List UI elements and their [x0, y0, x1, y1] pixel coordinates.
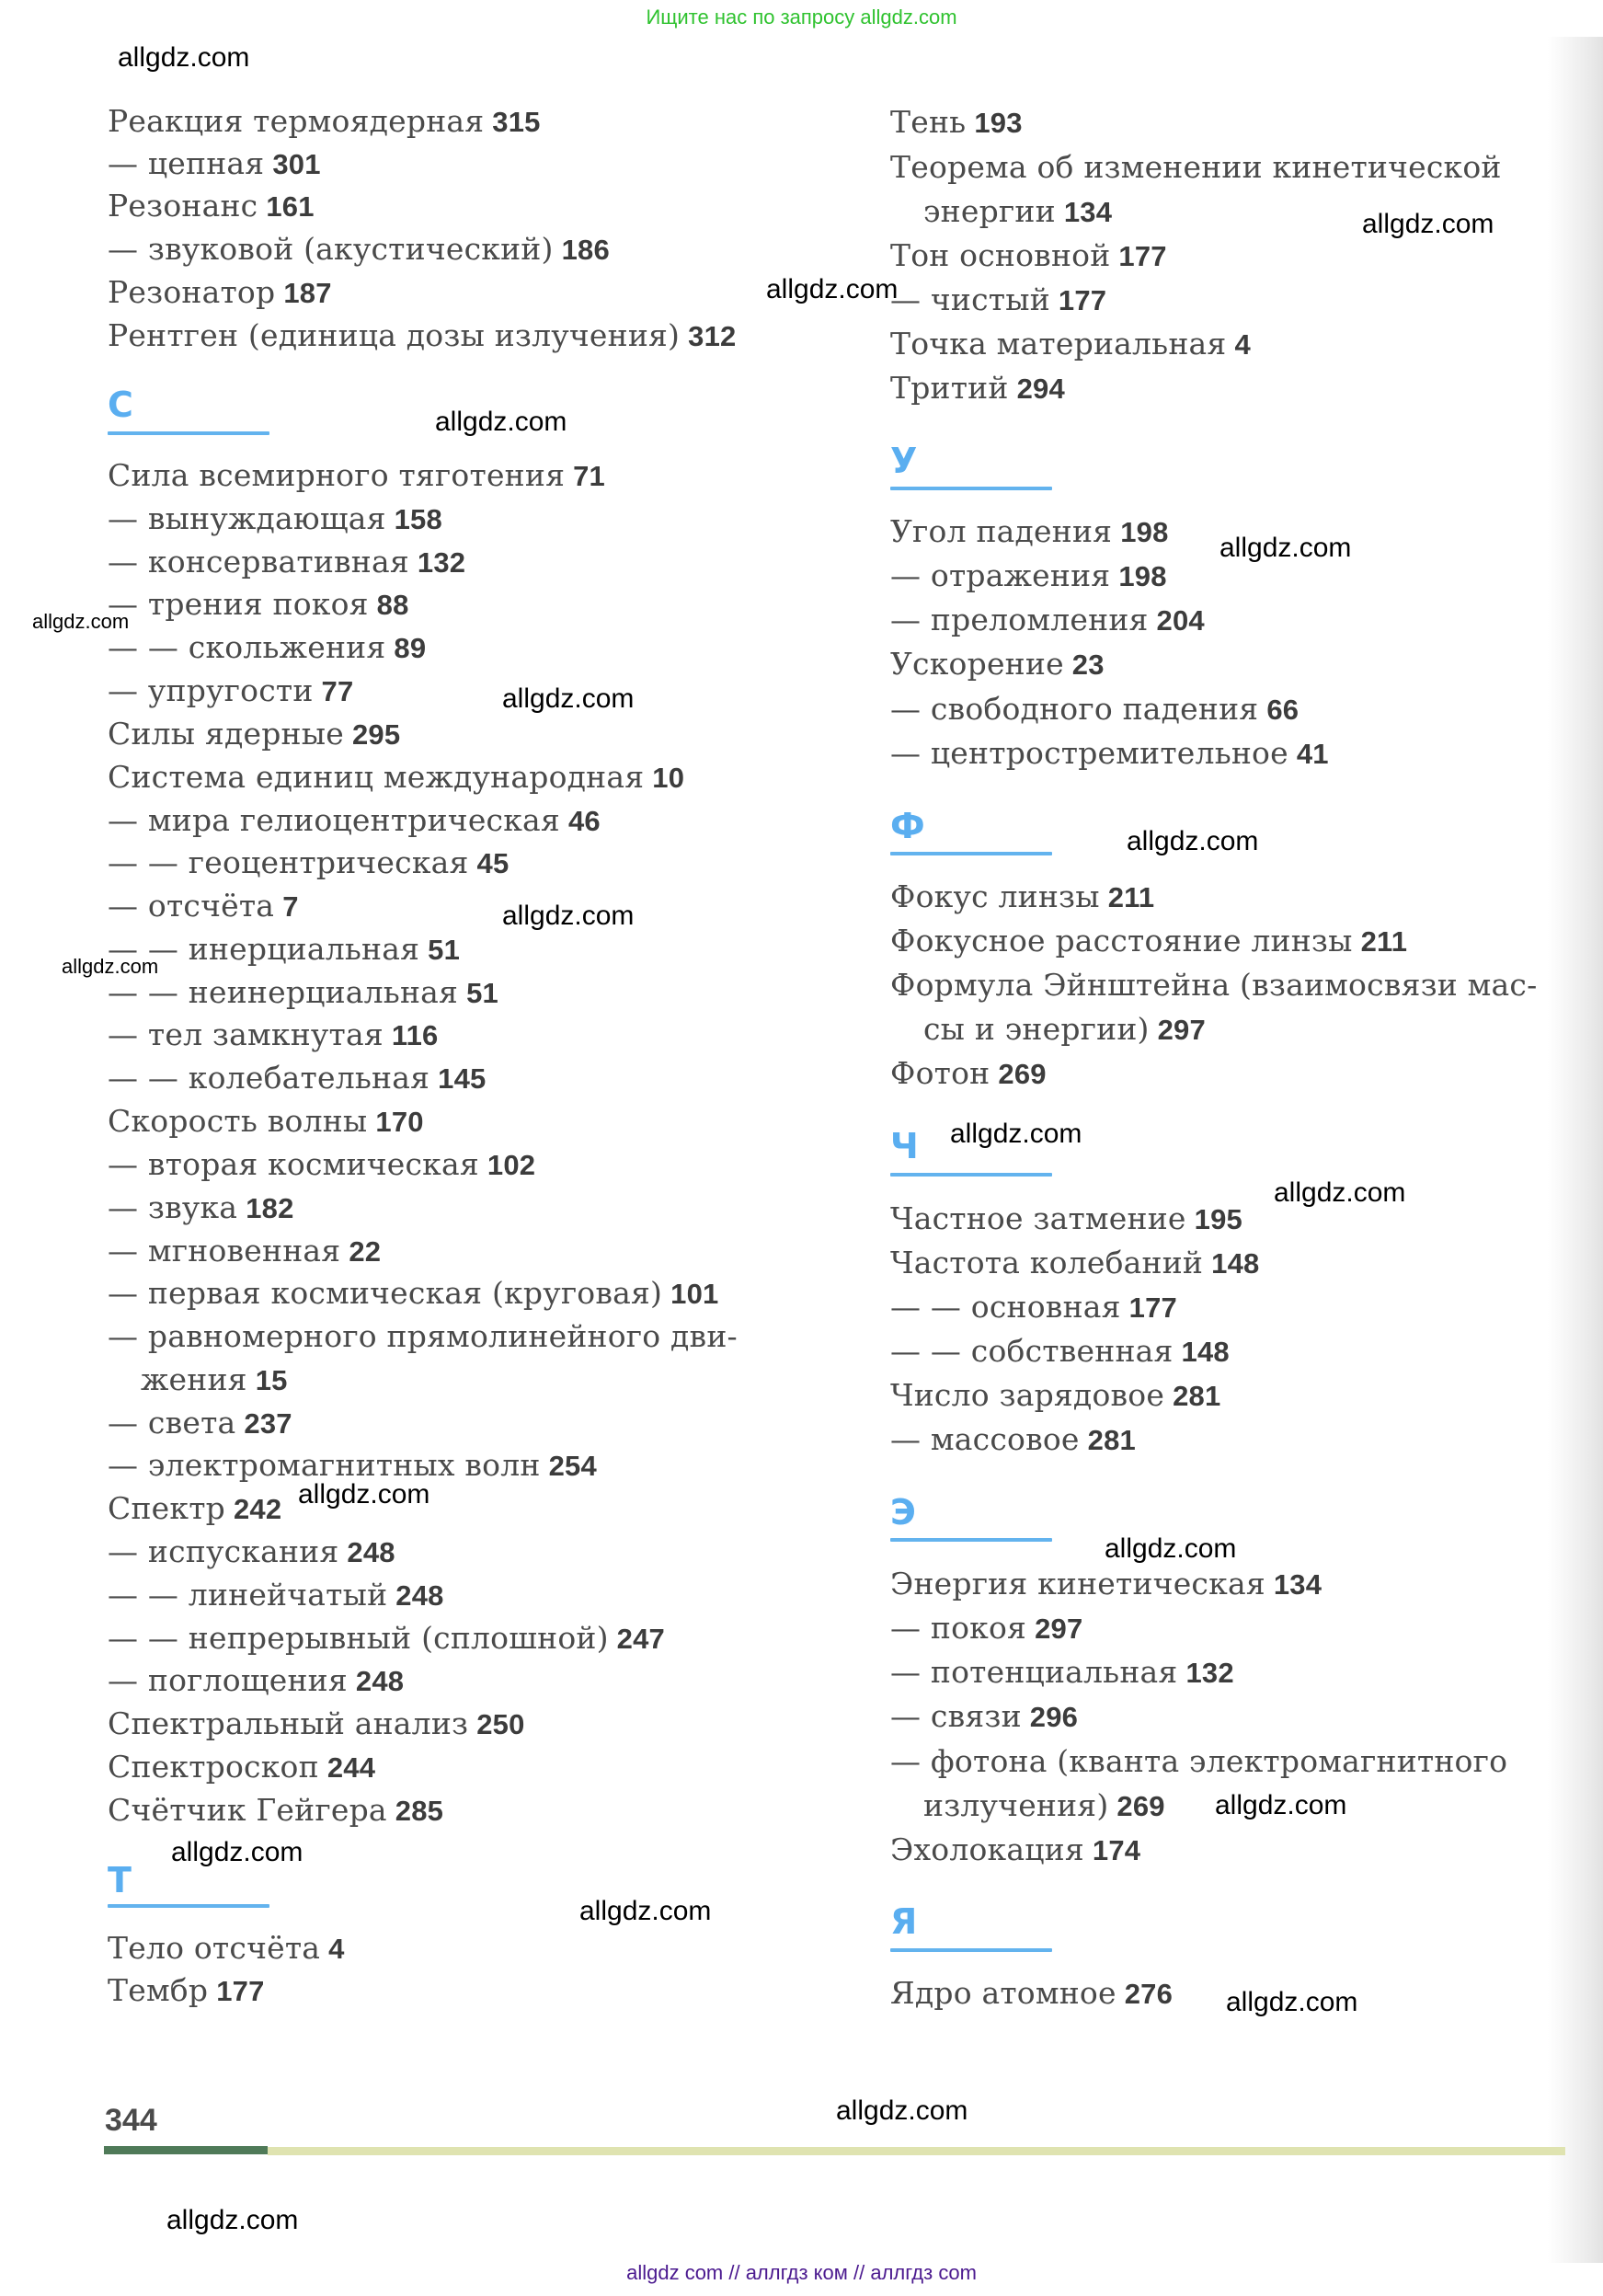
page-ref: 88: [376, 589, 409, 621]
entry-text: — свободного падения: [890, 691, 1259, 727]
index-entry: [890, 1566, 1322, 1603]
page-ref: 148: [1181, 1336, 1230, 1368]
entry-text: — — неинерциальная: [108, 974, 459, 1010]
entry-text: — консервативная: [108, 544, 409, 580]
watermark-text: allgdz.com: [32, 610, 130, 633]
section-letter-e: Э: [890, 1492, 916, 1533]
watermark-text: allgdz.com: [1219, 533, 1352, 563]
index-entry: [108, 1275, 718, 1313]
index-entry: [108, 759, 684, 797]
index-entry: [890, 602, 1205, 639]
index-entry: [108, 1189, 294, 1227]
section-rule: [108, 1904, 269, 1908]
watermark-text: allgdz.com: [1127, 826, 1259, 856]
index-entry: [890, 1333, 1230, 1371]
entry-text: — отражения: [890, 557, 1111, 593]
index-entry: [108, 457, 605, 495]
watermark-text: allgdz.com: [435, 407, 567, 437]
page-ref: 116: [391, 1019, 439, 1051]
index-entry: [108, 544, 465, 581]
page-ref: 187: [283, 277, 332, 309]
index-entry: [890, 1289, 1177, 1326]
index-entry-continuation: [923, 193, 1112, 231]
index-entry-continuation: [141, 1361, 288, 1399]
page-ref: 148: [1211, 1247, 1260, 1280]
index-entry: [890, 104, 1023, 142]
index-entry-continuation: [923, 1787, 1165, 1825]
index-entry: [890, 1743, 1507, 1780]
entry-text: — — собственная: [890, 1333, 1174, 1369]
entry-text: — электромагнитных волн: [108, 1447, 541, 1483]
page-ref: 269: [1116, 1790, 1165, 1822]
page-ref: 46: [567, 805, 601, 837]
entry-text: — — инерциальная: [108, 931, 420, 967]
index-entry: [108, 1490, 281, 1528]
page-ref: 281: [1087, 1424, 1136, 1456]
index-entry: [108, 1792, 443, 1830]
watermark-text: allgdz.com: [1362, 209, 1494, 239]
index-entry: [108, 317, 736, 355]
entry-text: — отсчёта: [108, 888, 275, 924]
index-entry: [890, 237, 1167, 275]
page-ref: 170: [375, 1106, 424, 1138]
entry-text: Фокусное расстояние линзы: [890, 923, 1353, 959]
section-rule: [890, 1538, 1052, 1542]
section-letter-ya: Я: [890, 1901, 918, 1942]
entry-text: Частота колебаний: [890, 1245, 1204, 1280]
entry-text: Тень: [890, 104, 967, 140]
page-ref: 276: [1124, 1978, 1174, 2010]
entry-text: — мира гелиоцентрическая: [108, 802, 560, 838]
index-entry: [108, 1146, 535, 1184]
index-entry: [890, 1245, 1259, 1282]
section-letter-t: Т: [108, 1860, 132, 1900]
page-ref: 101: [670, 1278, 719, 1310]
index-entry: [108, 1060, 486, 1097]
footer-rule-accent: [104, 2146, 268, 2154]
watermark-text: allgdz.com: [836, 2095, 968, 2126]
entry-text: Теорема об изменении кинетической: [890, 149, 1502, 185]
footer-rule: [268, 2147, 1565, 2155]
page-ref: 15: [255, 1364, 288, 1396]
index-entry: [108, 586, 409, 624]
index-entry: [108, 1972, 265, 2010]
page-ref: 132: [417, 546, 466, 579]
section-letter-u: У: [890, 441, 918, 481]
page-ref: 204: [1156, 604, 1205, 637]
index-entry: [108, 231, 610, 269]
index-entry: [890, 1421, 1136, 1459]
index-entry: [890, 1698, 1078, 1736]
page-ref: 177: [1058, 284, 1107, 316]
entry-text: — фотона (кванта электромагнитного: [890, 1743, 1508, 1779]
entry-text: энергии: [923, 193, 1056, 229]
entry-text: — первая космическая (круговая): [108, 1275, 663, 1311]
entry-text: Тело отсчёта: [108, 1930, 321, 1966]
entry-text: — звука: [108, 1189, 238, 1225]
page-ref: 193: [974, 107, 1023, 139]
index-entry: [108, 1749, 375, 1786]
entry-text: сы и энергии): [923, 1011, 1150, 1047]
entry-text: Спектроскоп: [108, 1749, 319, 1785]
page-ref: 247: [616, 1623, 665, 1655]
entry-text: Рентген (единица дозы излучения): [108, 317, 681, 353]
index-entry: [890, 878, 1154, 916]
index-entry: [890, 281, 1106, 319]
index-entry: [108, 888, 299, 925]
entry-text: Резонатор: [108, 274, 276, 310]
section-rule: [890, 1948, 1052, 1952]
page-ref: 269: [998, 1058, 1047, 1090]
page-ref: 198: [1118, 560, 1167, 592]
entry-text: Фокус линзы: [890, 878, 1100, 914]
entry-text: — мгновенная: [108, 1233, 341, 1269]
section-rule: [890, 852, 1052, 855]
watermark-text: allgdz.com: [502, 683, 635, 714]
page-ref: 211: [1107, 881, 1155, 913]
index-entry: [108, 1405, 292, 1442]
index-entry: [890, 1377, 1220, 1415]
entry-text: — связи: [890, 1698, 1022, 1734]
page-ref: 296: [1029, 1701, 1079, 1733]
index-entry: [108, 629, 426, 667]
page-ref: 66: [1266, 694, 1300, 726]
entry-text: — — скольжения: [108, 629, 386, 665]
entry-text: — трения покоя: [108, 586, 369, 622]
index-entry: [890, 1975, 1173, 2013]
page-ref: 198: [1120, 516, 1169, 548]
index-entry: [108, 716, 400, 753]
entry-text: Ускорение: [890, 646, 1064, 682]
page-ref: 22: [349, 1235, 382, 1268]
entry-text: Тритий: [890, 370, 1009, 406]
index-entry: [890, 1200, 1242, 1238]
index-entry: [108, 1016, 438, 1054]
index-entry: [890, 735, 1329, 773]
index-entry: [890, 1055, 1047, 1093]
index-entry: [108, 844, 509, 882]
index-entry: [108, 274, 332, 312]
index-entry: [890, 967, 1537, 1004]
entry-text: Спектр: [108, 1490, 225, 1526]
page-ref: 248: [355, 1665, 405, 1697]
entry-text: Точка материальная: [890, 326, 1227, 362]
entry-text: Эхолокация: [890, 1831, 1084, 1867]
watermark-text: allgdz.com: [62, 955, 159, 978]
watermark-text: allgdz.com: [1226, 1987, 1358, 2017]
page-ref: 45: [476, 847, 510, 879]
page-ref: 285: [395, 1795, 444, 1827]
page-ref: 177: [1128, 1292, 1177, 1324]
page-ref: 134: [1063, 196, 1113, 228]
watermark-text: allgdz.com: [579, 1896, 712, 1926]
page-ref: 195: [1194, 1203, 1242, 1235]
index-entry: [108, 103, 541, 141]
index-entry: [108, 1705, 525, 1743]
index-entry: [890, 1831, 1140, 1869]
page-ref: 161: [266, 190, 315, 223]
entry-text: — чистый: [890, 281, 1050, 317]
entry-text: излучения): [923, 1787, 1109, 1823]
entry-text: Тон основной: [890, 237, 1111, 273]
page-ref: 4: [328, 1933, 345, 1965]
section-rule: [890, 487, 1052, 490]
page-ref: 10: [652, 762, 685, 794]
section-rule: [108, 431, 269, 435]
index-entry: [108, 1533, 395, 1571]
index-entry: [890, 1654, 1234, 1692]
page-ref: 237: [244, 1407, 292, 1440]
page-ref: 297: [1157, 1014, 1206, 1046]
index-entry: [108, 1318, 738, 1355]
page-ref: 281: [1173, 1380, 1221, 1412]
index-entry: [108, 1662, 404, 1700]
page-ref: 4: [1234, 328, 1251, 361]
page-ref: 211: [1360, 925, 1408, 958]
entry-text: — равномерного прямолинейного дви-: [108, 1318, 738, 1354]
index-entry: [890, 513, 1169, 551]
index-entry: [108, 1930, 345, 1968]
entry-text: — вторая космическая: [108, 1146, 479, 1182]
page-ref: 41: [1296, 738, 1329, 770]
entry-text: — звуковой (акустический): [108, 231, 554, 267]
watermark-text: allgdz.com: [950, 1119, 1082, 1149]
page-ref: 312: [688, 320, 737, 352]
watermark-text: allgdz.com: [1105, 1533, 1237, 1564]
page-edge-shadow: [1548, 37, 1603, 2263]
page-ref: 134: [1273, 1568, 1322, 1601]
watermark-text: allgdz.com: [1215, 1790, 1347, 1820]
page-ref: 301: [272, 148, 321, 180]
index-entry: [108, 1577, 444, 1614]
page-ref: 51: [466, 977, 498, 1009]
section-rule: [890, 1173, 1052, 1177]
page-ref: 71: [573, 460, 605, 492]
index-entry: [108, 500, 442, 538]
page-ref: 177: [1118, 240, 1167, 272]
entry-text: — потенциальная: [890, 1654, 1178, 1690]
page-ref: 51: [428, 934, 461, 966]
page-ref: 174: [1092, 1834, 1141, 1866]
index-entry: [890, 149, 1502, 186]
page-number: 344: [105, 2103, 157, 2138]
entry-text: — испускания: [108, 1533, 339, 1569]
entry-text: Силы ядерные: [108, 716, 344, 752]
index-entry: [108, 145, 321, 183]
watermark-text: allgdz.com: [298, 1479, 430, 1510]
index-entry-continuation: [923, 1011, 1206, 1049]
page-ref: 295: [351, 718, 401, 751]
entry-text: Частное затмение: [890, 1200, 1186, 1236]
entry-text: — упругости: [108, 672, 314, 708]
entry-text: Тембр: [108, 1972, 209, 2008]
index-entry: [108, 1233, 381, 1270]
watermark-text: allgdz.com: [766, 274, 899, 304]
entry-text: — — линейчатый: [108, 1577, 388, 1613]
entry-text: — — основная: [890, 1289, 1121, 1325]
index-entry: [108, 188, 315, 225]
index-entry: [890, 557, 1167, 595]
section-letter-s: С: [108, 385, 133, 425]
section-letter-f: Ф: [890, 806, 925, 846]
entry-text: — вынуждающая: [108, 500, 386, 536]
page-ref: 254: [548, 1450, 597, 1482]
top-banner[interactable]: Ищите нас по запросу allgdz.com: [646, 6, 957, 29]
page-ref: 248: [347, 1536, 395, 1568]
page-ref: 145: [438, 1062, 487, 1095]
entry-text: — — непрерывный (сплошной): [108, 1620, 609, 1656]
page-ref: 250: [476, 1708, 525, 1740]
index-entry: [890, 923, 1407, 960]
entry-text: — покоя: [890, 1610, 1027, 1646]
page-ref: 297: [1035, 1613, 1083, 1645]
entry-text: жения: [141, 1361, 247, 1397]
entry-text: Скорость волны: [108, 1103, 368, 1139]
entry-text: — центростремительное: [890, 735, 1288, 771]
page-ref: 242: [233, 1493, 282, 1525]
page-ref: 177: [216, 1975, 265, 2007]
entry-text: Сила всемирного тяготения: [108, 457, 566, 493]
entry-text: Система единиц международная: [108, 759, 645, 795]
bottom-banner[interactable]: allgdz com // аллгдз ком // аллгдз com: [626, 2261, 977, 2284]
entry-text: Число зарядовое: [890, 1377, 1165, 1413]
page-ref: 132: [1185, 1657, 1234, 1689]
watermark-text: allgdz.com: [166, 2205, 299, 2235]
index-entry: [108, 931, 460, 969]
page-ref: 77: [321, 675, 354, 707]
index-entry: [890, 1610, 1082, 1647]
index-entry: [108, 672, 353, 710]
entry-text: Резонанс: [108, 188, 258, 224]
page-ref: 158: [394, 503, 442, 535]
watermark-text: allgdz.com: [1274, 1177, 1406, 1208]
page-ref: 89: [394, 632, 427, 664]
page-ref: 182: [246, 1192, 294, 1224]
section-letter-ch: Ч: [890, 1126, 919, 1166]
entry-text: Фотон: [890, 1055, 990, 1091]
page-ref: 294: [1016, 373, 1065, 405]
entry-text: — света: [108, 1405, 236, 1441]
page-ref: 23: [1071, 649, 1105, 681]
entry-text: — массовое: [890, 1421, 1080, 1457]
entry-text: — цепная: [108, 145, 265, 181]
index-entry: [890, 326, 1251, 363]
entry-text: — преломления: [890, 602, 1149, 637]
page-ref: 315: [492, 106, 541, 138]
entry-text: Ядро атомное: [890, 1975, 1116, 2011]
page-ref: 248: [395, 1579, 444, 1612]
page-ref: 186: [561, 234, 610, 266]
entry-text: — тел замкнутая: [108, 1016, 384, 1052]
index-entry: [890, 646, 1105, 683]
entry-text: — поглощения: [108, 1662, 348, 1698]
page-ref: 102: [487, 1149, 536, 1181]
index-entry: [108, 1620, 665, 1658]
entry-text: Реакция термоядерная: [108, 103, 485, 139]
index-entry: [108, 802, 601, 840]
entry-text: — — колебательная: [108, 1060, 430, 1096]
watermark-text: allgdz.com: [171, 1837, 303, 1867]
entry-text: Спектральный анализ: [108, 1705, 469, 1741]
index-entry: [890, 691, 1299, 729]
index-entry: [108, 974, 498, 1012]
index-entry: [890, 370, 1065, 408]
watermark-text: allgdz.com: [118, 42, 250, 73]
page-ref: 7: [282, 890, 299, 923]
entry-text: Формула Эйнштейна (взаимосвязи мас-: [890, 967, 1538, 1003]
watermark-text: allgdz.com: [502, 901, 635, 931]
entry-text: — — геоцентрическая: [108, 844, 469, 880]
entry-text: Энергия кинетическая: [890, 1566, 1265, 1601]
entry-text: Счётчик Гейгера: [108, 1792, 387, 1828]
page-ref: 244: [326, 1751, 376, 1784]
entry-text: Угол падения: [890, 513, 1113, 549]
index-entry: [108, 1103, 424, 1141]
